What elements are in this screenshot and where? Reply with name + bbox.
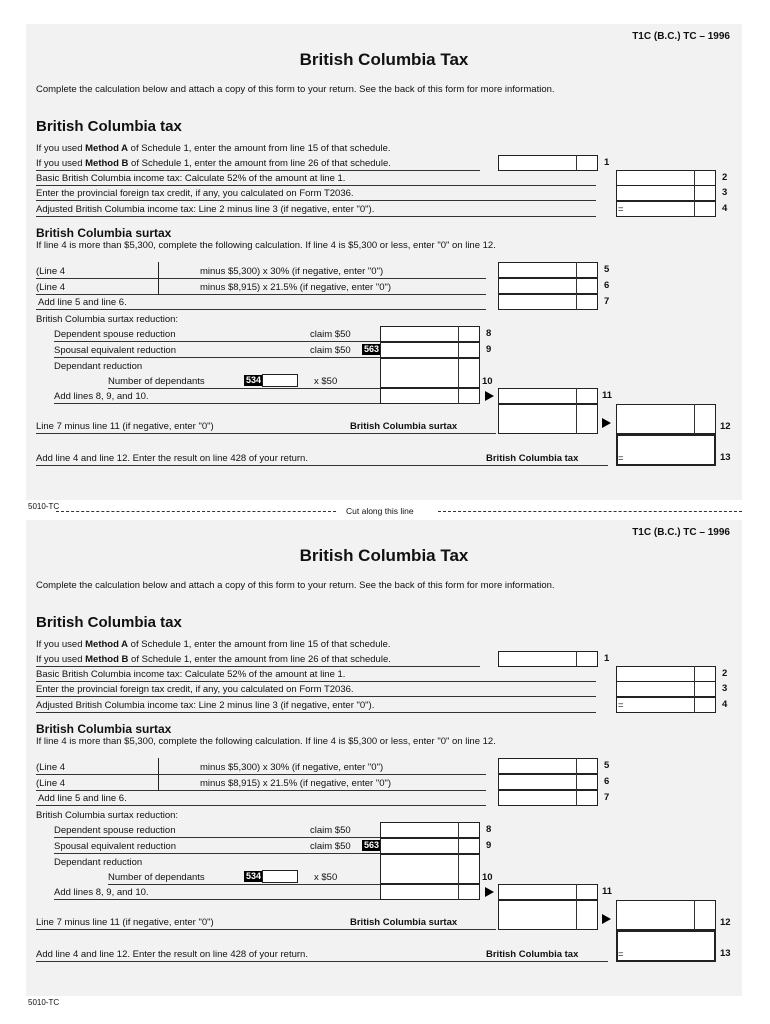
cut-line (26, 504, 742, 518)
line-12-text: Line 7 minus line 11 (if negative, enter "0") (36, 917, 214, 928)
line-number-1: 1 (604, 653, 610, 664)
code-534-badge: 534 (246, 871, 262, 881)
line-9-text: Spousal equivalent reduction (54, 345, 177, 356)
line-number-8: 8 (486, 328, 492, 339)
code-534-badge: 534 (246, 375, 262, 385)
line-number-6: 6 (604, 280, 610, 291)
line-4-text: Adjusted British Columbia income tax: Line 2 minus line 3 (if negative, enter "0"). (36, 204, 375, 215)
surtax-intro: If line 4 is more than $5,300, complete the following calculation. If line 4 is $5,300 or less, enter "0" on line 12. (36, 736, 496, 747)
line-12-text: Line 7 minus line 11 (if negative, enter "0") (36, 421, 214, 432)
surtax-intro: If line 4 is more than $5,300, complete the following calculation. If line 4 is $5,300 or less, enter "0" on line 12. (36, 240, 496, 251)
lines-8-10-total-input[interactable] (380, 388, 480, 404)
line-number-4: 4 (722, 699, 728, 710)
total-label: British Columbia tax (486, 453, 579, 464)
line-6-input[interactable] (498, 278, 598, 294)
line-2-text: Basic British Columbia income tax: Calculate 52% of the amount at line 1. (36, 173, 346, 184)
line-10-calc: x $50 (314, 872, 338, 883)
form-id: T1C (B.C.) TC – 1996 (632, 31, 730, 42)
footer-code: 5010-TC (28, 502, 60, 511)
line-7-input[interactable] (498, 294, 598, 310)
equals-sign: = (618, 949, 624, 960)
line-6-calc: minus $8,915) x 21.5% (if negative, enter "0") (200, 778, 392, 789)
line-number-2: 2 (722, 172, 728, 183)
line-9-input[interactable] (380, 342, 480, 358)
line-number-10: 10 (482, 872, 493, 883)
line-5-calc: minus $5,300) x 30% (if negative, enter "0") (200, 266, 384, 277)
line-5-input[interactable] (498, 262, 598, 278)
line-13-text: Add line 4 and line 12. Enter the result on line 428 of your return. (36, 949, 308, 960)
section-heading-bc-surtax: British Columbia surtax (36, 226, 172, 240)
line-number-3: 3 (722, 683, 728, 694)
line-8-input[interactable] (380, 822, 480, 838)
arrow-right-icon (602, 418, 611, 428)
line-number-11: 11 (602, 390, 613, 401)
section-heading-bc-surtax: British Columbia surtax (36, 722, 172, 736)
code-563-badge: 563 (364, 840, 380, 850)
line-8-claim: claim $50 (310, 825, 351, 836)
form-title: British Columbia Tax (299, 50, 469, 69)
line-6-label: (Line 4 (36, 282, 66, 293)
line-number-8: 8 (486, 824, 492, 835)
method-b-text: If you used Method B of Schedule 1, enter the amount from line 26 of that schedule. (36, 158, 391, 169)
line-9-claim: claim $50 (310, 841, 351, 852)
line-number-9: 9 (486, 840, 492, 851)
line-number-4: 4 (722, 203, 728, 214)
dependants-label: Number of dependants (108, 872, 205, 883)
line-6-amount-input[interactable] (158, 774, 182, 790)
line-9-text: Spousal equivalent reduction (54, 841, 177, 852)
line-10-input[interactable] (380, 358, 480, 388)
footer-code: 5010-TC (28, 998, 60, 1007)
line-3-text: Enter the provincial foreign tax credit, if any, you calculated on Form T2036. (36, 684, 354, 695)
line-6-amount-input[interactable] (158, 278, 182, 294)
line-12-input[interactable] (616, 900, 716, 930)
line-number-6: 6 (604, 776, 610, 787)
line-number-12: 12 (720, 917, 731, 928)
line-12-calc-input[interactable] (498, 900, 598, 930)
line-12-calc-input[interactable] (498, 404, 598, 434)
arrow-right-icon (602, 914, 611, 924)
code-563-badge: 563 (364, 344, 380, 354)
line-5-amount-input[interactable] (158, 758, 182, 774)
line-number-11: 11 (602, 886, 613, 897)
line-9-input[interactable] (380, 838, 480, 854)
section-heading-bc-tax: British Columbia tax (36, 118, 182, 135)
line-number-13: 13 (720, 948, 731, 959)
equals-sign: = (618, 700, 624, 711)
intro-text: Complete the calculation below and attach a copy of this form to your return. See the back of this form for more information. (36, 580, 555, 591)
line-number-2: 2 (722, 668, 728, 679)
line-5-input[interactable] (498, 758, 598, 774)
dependants-count-input[interactable] (262, 870, 298, 883)
line-number-13: 13 (720, 452, 731, 463)
line-12-input[interactable] (616, 404, 716, 434)
line-number-7: 7 (604, 792, 610, 803)
surtax-label: British Columbia surtax (350, 917, 458, 928)
form-id: T1C (B.C.) TC – 1996 (632, 527, 730, 538)
line-10-calc: x $50 (314, 376, 338, 387)
line-number-5: 5 (604, 264, 610, 275)
line-11-input[interactable] (498, 884, 598, 900)
form-title: British Columbia Tax (299, 546, 469, 565)
line-6-calc: minus $8,915) x 21.5% (if negative, enter "0") (200, 282, 392, 293)
line-8-text: Dependent spouse reduction (54, 825, 176, 836)
line-6-input[interactable] (498, 774, 598, 790)
line-number-12: 12 (720, 421, 731, 432)
line-7-text: Add line 5 and line 6. (38, 297, 127, 308)
line-1-input[interactable] (498, 155, 598, 171)
arrow-right-icon (485, 887, 494, 897)
line-3-text: Enter the provincial foreign tax credit, if any, you calculated on Form T2036. (36, 188, 354, 199)
line-4-input[interactable] (616, 697, 716, 713)
line-4-input[interactable] (616, 201, 716, 217)
equals-sign: = (618, 204, 624, 215)
lines-8-10-total-input[interactable] (380, 884, 480, 900)
intro-text: Complete the calculation below and attach a copy of this form to your return. See the back of this form for more information. (36, 84, 555, 95)
line-13-input[interactable] (616, 434, 716, 466)
line-number-3: 3 (722, 187, 728, 198)
line-number-10: 10 (482, 376, 493, 387)
line-5-calc: minus $5,300) x 30% (if negative, enter "0") (200, 762, 384, 773)
total-label: British Columbia tax (486, 949, 579, 960)
dependant-heading: Dependant reduction (54, 361, 143, 372)
line-number-7: 7 (604, 296, 610, 307)
dependant-heading: Dependant reduction (54, 857, 143, 868)
line-5-label: (Line 4 (36, 762, 66, 773)
form-copy-bottom (26, 520, 742, 1007)
method-a-text: If you used Method A of Schedule 1, enter the amount from line 15 of that schedule. (36, 639, 391, 650)
line-8-claim: claim $50 (310, 329, 351, 340)
arrow-right-icon (485, 391, 494, 401)
surtax-label: British Columbia surtax (350, 421, 458, 432)
line-5-label: (Line 4 (36, 266, 66, 277)
equals-sign: = (618, 453, 624, 464)
line-number-1: 1 (604, 157, 610, 168)
line-11-input[interactable] (498, 388, 598, 404)
line-number-9: 9 (486, 344, 492, 355)
method-a-text: If you used Method A of Schedule 1, enter the amount from line 15 of that schedule. (36, 143, 391, 154)
add-lines-8-9-10: Add lines 8, 9, and 10. (54, 391, 149, 402)
line-4-text: Adjusted British Columbia income tax: Line 2 minus line 3 (if negative, enter "0"). (36, 700, 375, 711)
line-2-input[interactable] (616, 666, 716, 682)
reduction-heading: British Columbia surtax reduction: (36, 314, 179, 325)
line-13-input[interactable] (616, 930, 716, 962)
line-9-claim: claim $50 (310, 345, 351, 356)
line-5-amount-input[interactable] (158, 262, 182, 278)
line-8-text: Dependent spouse reduction (54, 329, 176, 340)
line-10-input[interactable] (380, 854, 480, 884)
line-3-input[interactable] (616, 185, 716, 201)
line-8-input[interactable] (380, 326, 480, 342)
line-13-text: Add line 4 and line 12. Enter the result on line 428 of your return. (36, 453, 308, 464)
line-2-text: Basic British Columbia income tax: Calculate 52% of the amount at line 1. (36, 669, 346, 680)
line-number-5: 5 (604, 760, 610, 771)
line-2-input[interactable] (616, 170, 716, 186)
section-heading-bc-tax: British Columbia tax (36, 614, 182, 631)
line-7-text: Add line 5 and line 6. (38, 793, 127, 804)
cut-line-label: Cut along this line (346, 506, 414, 516)
dependants-count-input[interactable] (262, 374, 298, 387)
line-3-input[interactable] (616, 681, 716, 697)
reduction-heading: British Columbia surtax reduction: (36, 810, 179, 821)
method-b-text: If you used Method B of Schedule 1, enter the amount from line 26 of that schedule. (36, 654, 391, 665)
line-6-label: (Line 4 (36, 778, 66, 789)
add-lines-8-9-10: Add lines 8, 9, and 10. (54, 887, 149, 898)
line-1-input[interactable] (498, 651, 598, 667)
line-7-input[interactable] (498, 790, 598, 806)
dependants-label: Number of dependants (108, 376, 205, 387)
